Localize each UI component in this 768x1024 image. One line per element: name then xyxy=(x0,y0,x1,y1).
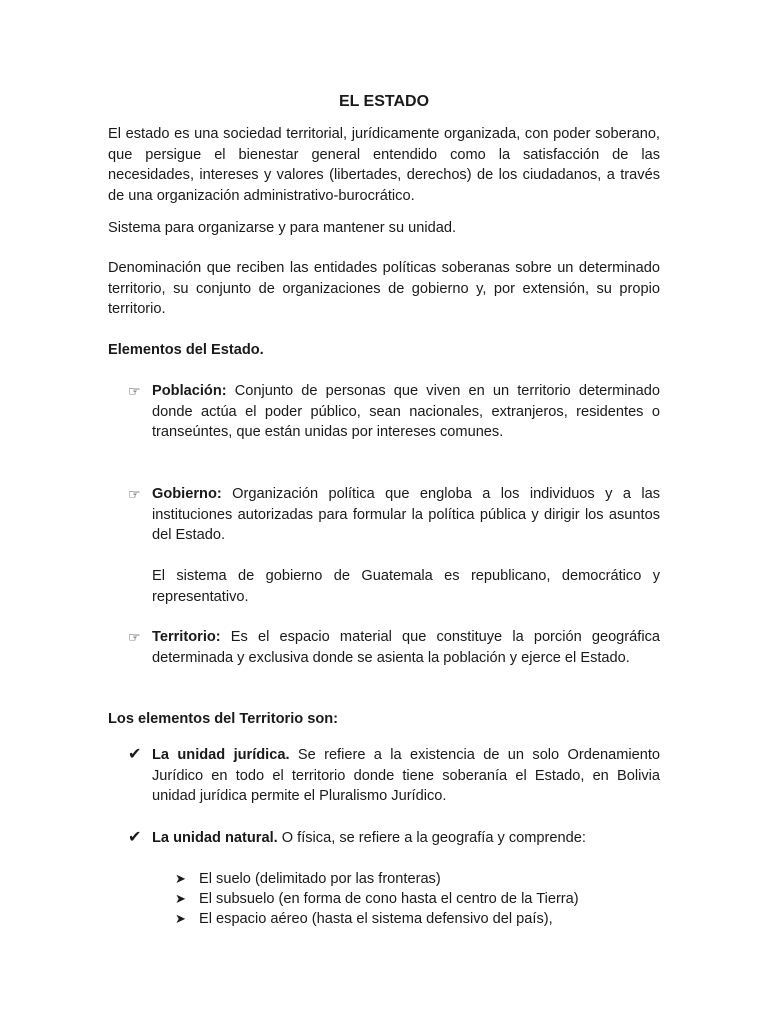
elemento-term: Gobierno: xyxy=(152,486,222,502)
checkmark-icon: ✔ xyxy=(128,829,142,846)
territorio-term: La unidad natural. xyxy=(152,830,278,846)
elemento-text: Organización política que engloba a los individuos y a las instituciones autorizadas para formular la política pública y dirigir los asuntos del Estado. xyxy=(152,486,660,543)
document-title: EL ESTADO xyxy=(338,93,430,110)
elemento-text: Es el espacio material que constituye la porción geográfica determinada y exclusiva donde se asienta la población y ejerce el Estado. xyxy=(152,629,660,666)
territorio-text: Se refiere a la existencia de un solo Ordenamiento Jurídico en todo el territorio donde tiene soberanía el Estado, en Bolivia unidad jurídica permite el Pluralismo Jurídico. xyxy=(152,747,660,804)
arrowhead-icon: ➤ xyxy=(175,911,186,926)
territorio-unidad-juridica xyxy=(128,745,660,807)
elemento-term: Población: xyxy=(152,383,227,399)
intro-paragraph-2: Sistema para organizarse y para mantener su unidad. xyxy=(108,220,457,236)
pointing-hand-icon: ☞ xyxy=(128,629,141,645)
elementos-heading: Elementos del Estado. xyxy=(108,342,264,358)
elemento-text: Conjunto de personas que viven en un territorio determinado donde actúa el poder público, sean nacionales, extranjeros, residentes o transeúntes, que están unidas por intereses comunes. xyxy=(152,383,660,440)
territorio-text: O física, se refiere a la geografía y comprende: xyxy=(277,830,586,846)
intro-paragraph-3: Denominación que reciben las entidades políticas soberanas sobre un determinado territorio, su conjunto de organizaciones de gobierno y, por extensión, su propio territorio. xyxy=(108,260,660,317)
elemento-gobierno xyxy=(128,484,660,546)
gobierno-note xyxy=(128,566,660,607)
sub-item-text: El espacio aéreo (hasta el sistema defensivo del país), xyxy=(199,911,553,927)
territorio-unidad-juridica-body xyxy=(152,745,660,807)
elemento-poblacion-body xyxy=(152,381,660,443)
elemento-term: Territorio: xyxy=(152,629,221,645)
sub-item-subsuelo xyxy=(175,889,655,910)
elemento-gobierno-body xyxy=(152,484,660,546)
elemento-territorio-body xyxy=(152,627,660,668)
arrowhead-icon: ➤ xyxy=(175,871,186,886)
sub-item-text: El subsuelo (en forma de cono hasta el centro de la Tierra) xyxy=(199,891,579,907)
intro-paragraph-1: El estado es una sociedad territorial, jurídicamente organizada, con poder soberano, que persigue el bienestar general entendido como la satisfacción de las necesidades, intereses y valores (libertades, derechos) de los ciudadanos, a través de una organización administrativo-burocrático. xyxy=(108,126,660,204)
elemento-poblacion xyxy=(128,381,660,443)
territorio-heading: Los elementos del Territorio son: xyxy=(108,711,339,727)
checkmark-icon: ✔ xyxy=(128,746,142,763)
territorio-unidad-natural-body xyxy=(152,828,660,849)
territorio-unidad-natural xyxy=(128,828,660,849)
gobierno-note-text: El sistema de gobierno de Guatemala es republicano, democrático y representativo. xyxy=(152,568,660,605)
arrowhead-icon: ➤ xyxy=(175,891,186,906)
territorio-term: La unidad jurídica. xyxy=(152,747,290,763)
pointing-hand-icon: ☞ xyxy=(128,383,141,399)
pointing-hand-icon: ☞ xyxy=(128,486,141,502)
sub-item-text: El suelo (delimitado por las fronteras) xyxy=(199,871,441,887)
sub-item-suelo xyxy=(175,869,655,890)
sub-item-espacio-aereo xyxy=(175,909,655,930)
elemento-territorio xyxy=(128,627,660,668)
